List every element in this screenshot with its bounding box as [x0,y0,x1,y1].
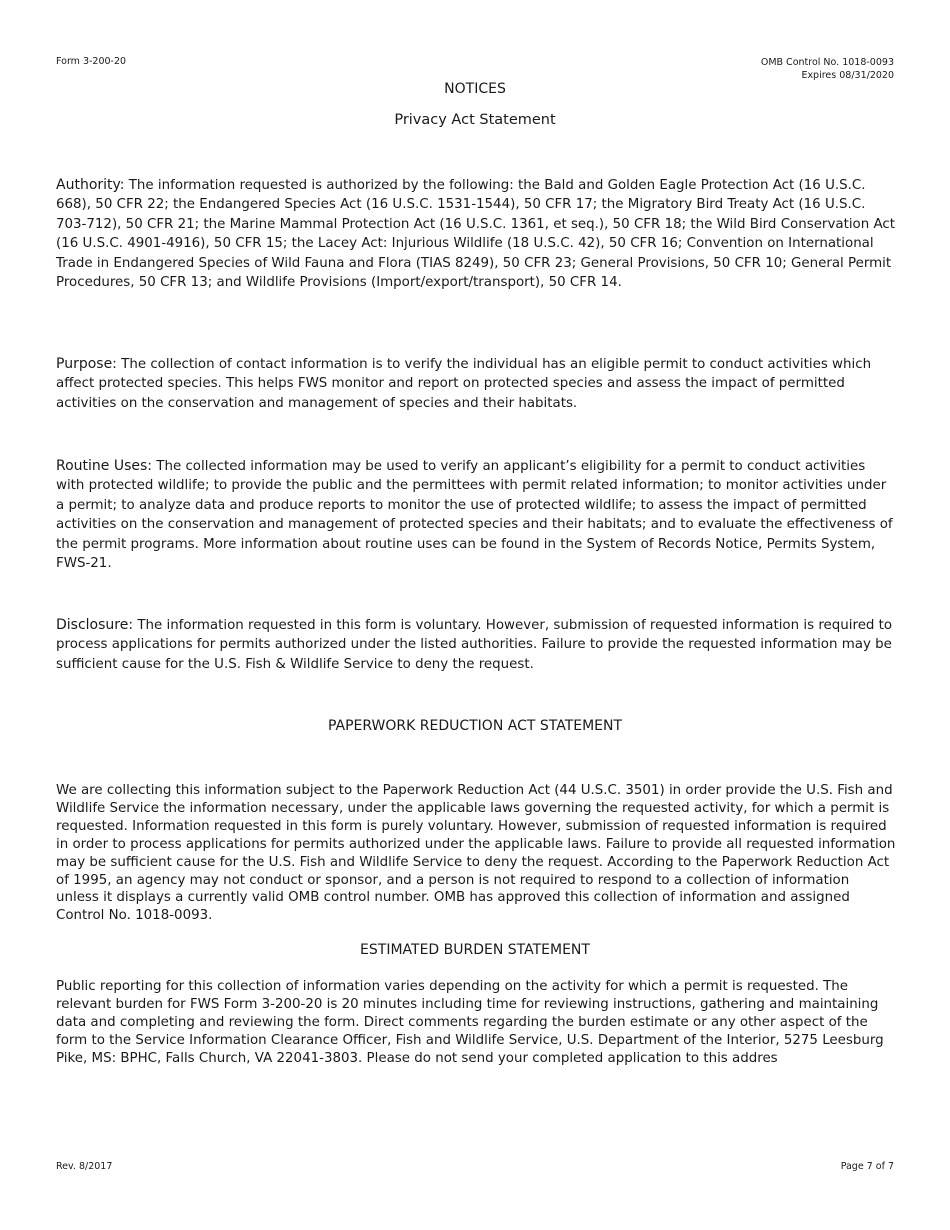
revision-date: Rev. 8/2017 [56,1161,113,1172]
routine-uses-text: The collected information may be used to verify an applicant’s eligibility for a permit to conduct activities with protected wildlife; to provide the public and the permittees with permit related information; to monitor activities under a permit; to analyze data and produce reports to monitor the use of protected wildlife; to assess the impact of permitted activities on the conservation and management of protected species and their habitats; and to evaluate the effectiveness of the permit programs. More information about routine uses can be found in the System of Records Notice, Permits System, FWS-21. [56,459,893,572]
purpose-text: The collection of contact information is to verify the individual has an eligible permit to conduct activities which affect protected species. This helps FWS monitor and report on protected species and assess the impact of permitted activities on the conservation and management of species and their habitats. [56,357,872,411]
estimated-burden-paragraph [56,978,896,1068]
expiration-date: Expires 08/31/2020 [801,70,894,81]
privacy-act-title: Privacy Act Statement [394,112,556,128]
authority-text: The information requested is authorized by the following: the Bald and Golden Eagle Protection Act (16 U.S.C. 668), 50 CFR 22; the Endangered Species Act (16 U.S.C. 1531-1544), 50 CFR 17; the Migratory Bird Treaty Act (16 U.S.C. 703-712), 50 CFR 21; the Marine Mammal Protection Act (16 U.S.C. 1361, et seq.), 50 CFR 18; the Wild Bird Conservation Act (16 U.S.C. 4901-4916), 50 CFR 15; the Lacey Act: Injurious Wildlife (18 U.S.C. 42), 50 CFR 16; Convention on International Trade in Endangered Species of Wild Fauna and Flora (TIAS 8249), 50 CFR 23; General Provisions, 50 CFR 10; General Permit Procedures, 50 CFR 13; and Wildlife Provisions (Import/export/transport), 50 CFR 14. [56,178,896,291]
estimated-burden-title: ESTIMATED BURDEN STATEMENT [360,942,590,958]
burden-text: Public reporting for this collection of information varies depending on the activity for which a permit is requested. The relevant burden for FWS Form 3-200-20 is 20 minutes including time for reviewing instructions, gathering and maintaining data and completing and reviewing the form. Direct comments regarding the burden estimate or any other aspect of the form to the Service Information Clearance Officer, Fish and Wildlife Service, U.S. Department of the Interior, 5275 Leesburg Pike, MS: BPHC, Falls Church, VA 22041-3803. [56,979,884,1066]
disclosure-paragraph [56,616,896,674]
notices-title: NOTICES [444,81,506,97]
burden-last-sentence: Please do not send your completed application to this addres [366,1050,778,1066]
authority-paragraph [56,176,896,292]
page-number: Page 7 of 7 [840,1161,894,1172]
omb-info [761,56,894,82]
disclosure-label: Disclosure: [56,617,134,633]
authority-label: Authority: [56,177,125,193]
routine-uses-label: Routine Uses: [56,458,153,474]
purpose-label: Purpose: [56,356,117,372]
paperwork-reduction-title: PAPERWORK REDUCTION ACT STATEMENT [327,718,623,734]
routine-uses-paragraph [56,457,896,573]
purpose-paragraph [56,355,896,413]
omb-control-number: OMB Control No. 1018-0093 [760,57,894,68]
paperwork-reduction-paragraph: We are collecting this information subject to the Paperwork Reduction Act (44 U.S.C. 3501) in order provide the U.S. Fish and Wildlife Service the information necessary, under the applicable laws governing the requested activity, for which a permit is requested. Information requested in this form is purely voluntary. However, submission of requested information is required in order to process applications for permits authorized under the applicable laws. Failure to provide all requested information may be sufficient cause for the U.S. Fish and Wildlife Service to deny the request. According to the Paperwork Reduction Act of 1995, an agency may not conduct or sponsor, and a person is not required to respond to a collection of information unless it displays a currently valid OMB control number. OMB has approved this collection of information and assigned Control No. 1018-0093. [56,783,896,924]
form-number: Form 3-200-20 [56,56,127,67]
disclosure-text: The information requested in this form is voluntary. However, submission of requested information is required to process applications for permits authorized under the listed authorities. Failure to provide the requested information may be sufficient cause for the U.S. Fish & Wildlife Service to deny the request. [56,618,893,672]
